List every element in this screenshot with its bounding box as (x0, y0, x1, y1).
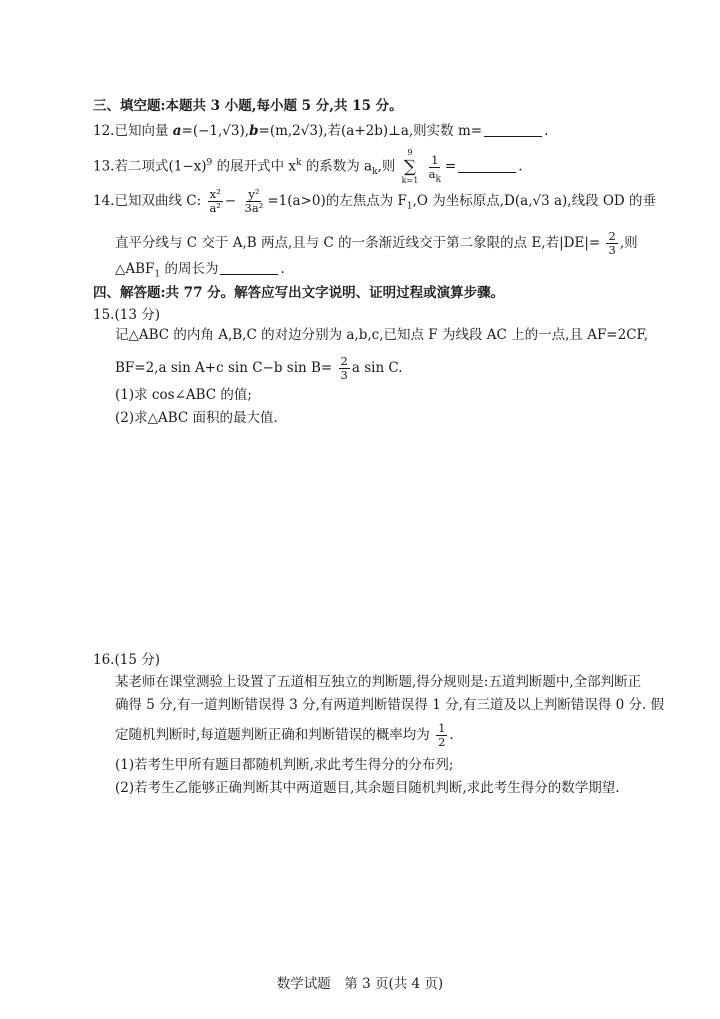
q14-text-1b: =1(a>0)的左焦点为 F (267, 193, 407, 209)
q16-text-3a: 定随机判断时,每道题判断正确和判断错误的概率均为 (115, 727, 430, 743)
q13-text-1: 若二项式(1−x) (114, 158, 207, 175)
q12-number: 12. (93, 123, 115, 139)
q14-text-2a: 直平分线与 C 交于 A,B 两点,且与 C 的一条渐近线交于第二象限的点 E,若|DE|= (115, 235, 601, 251)
q16-line-3 (115, 722, 454, 749)
question-13 (93, 148, 523, 186)
q14-text-1a: 已知双曲线 C: (114, 193, 202, 209)
question-12 (93, 122, 548, 140)
q16-line-2: 确得 5 分,有一道判断错误得 3 分,有两道判断错误得 1 分,有三道及以上判断错误得 0 分. 假 (115, 697, 665, 713)
q13-exponent: 9 (206, 158, 213, 168)
q16-frac-num: 1 (438, 721, 446, 735)
q12-end: . (544, 123, 549, 139)
q16-sub-1: (1)若考生甲所有题目都随机判断,求此考生得分的分布列; (115, 757, 454, 773)
q14-text-1c: ,O 为坐标原点,D(a,√3 a),线段 OD 的垂 (412, 193, 657, 209)
q13-sub-k: k (372, 167, 378, 178)
q12-text-2: =(−1,√3), (181, 123, 250, 139)
q14-answer-blank[interactable] (220, 274, 278, 275)
q15-text-2a: BF=2,a sin A+c sin C−b sin B= (115, 360, 333, 376)
page-footer: 数学试题 第 3 页(共 4 页) (276, 976, 444, 992)
q16-text-3b: . (449, 727, 454, 743)
q15-text-2b: a sin C. (351, 360, 403, 376)
q14-sub-1b: 1 (154, 269, 161, 280)
q14-f3-num: 2 (608, 229, 616, 243)
q14-minus: − (224, 193, 237, 209)
q15-frac-num: 2 (340, 354, 348, 368)
q13-fraction (427, 152, 443, 184)
q16-line-1: 某老师在课堂测验上设置了五道相互独立的判断题,得分规则是:五道判断题中,全部判断正 (115, 674, 642, 690)
q13-text-5: = (444, 158, 457, 175)
section4-heading: 四、解答题:共 77 分。解答应写出文字说明、证明过程或演算步骤。 (93, 285, 505, 301)
q14-f1-num: x² (209, 187, 221, 201)
q13-frac-num: 1 (431, 152, 439, 167)
q13-exponent-k: k (295, 158, 302, 168)
q15-line-2 (115, 355, 403, 382)
sigma-icon: ∑ (403, 157, 417, 177)
question-14-line-3 (115, 260, 285, 278)
q12-vector-a: a (172, 123, 182, 139)
section3-heading: 三、填空题:本题共 3 小题,每小题 5 分,共 15 分。 (93, 98, 403, 114)
q13-summation (402, 148, 419, 186)
q13-answer-blank[interactable] (458, 172, 516, 173)
q13-end: . (518, 158, 523, 175)
q15-header: 15.(13 分) (93, 307, 160, 323)
question-14-line-1 (93, 188, 656, 215)
q12-text-3: =(m,2√3),若(a+2b)⊥a,则实数 m= (258, 123, 483, 139)
q14-f1-den: a² (209, 201, 221, 215)
q15-sub-1: (1)求 cos∠ABC 的值; (115, 387, 252, 403)
q15-sub-2: (2)求△ABC 面积的最大值. (115, 410, 278, 426)
question-14-line-2 (115, 230, 638, 257)
q14-f2-num: y² (248, 187, 260, 201)
q14-text-3a: △ABF (115, 261, 155, 277)
q14-end: . (280, 261, 285, 277)
q13-text-2: 的展开式中 x (212, 158, 296, 175)
q12-answer-blank[interactable] (484, 136, 542, 137)
q12-text-1: 已知向量 (114, 123, 173, 139)
q14-text-3b: 的周长为 (160, 261, 219, 277)
q13-sum-upper: 9 (407, 148, 413, 157)
q13-sum-lower: k=1 (401, 176, 419, 185)
q13-frac-den: a (428, 166, 436, 181)
q16-fraction (436, 722, 447, 749)
q14-number: 14. (93, 193, 115, 209)
q14-text-2b: ,则 (619, 235, 638, 251)
q12-vector-b: b (249, 123, 259, 139)
q15-fraction (339, 355, 350, 382)
q14-sub-1: 1 (406, 201, 413, 212)
q16-header: 16.(15 分) (93, 652, 160, 668)
q13-text-4: ,则 (377, 158, 396, 175)
q13-number: 13. (93, 158, 115, 175)
q14-f3-den: 3 (608, 243, 616, 257)
q16-sub-2: (2)若考生乙能够正确判断其中两道题目,其余题目随机判断,求此考生得分的数学期望. (115, 780, 620, 796)
q15-frac-den: 3 (340, 368, 348, 382)
q16-frac-den: 2 (438, 735, 446, 749)
q14-fraction-y (243, 188, 266, 215)
q15-line-1: 记△ABC 的内角 A,B,C 的对边分别为 a,b,c,已知点 F 为线段 AC 上的一点,且 AF=2CF, (115, 327, 649, 343)
q14-fraction-x (207, 188, 222, 215)
q13-text-3: 的系数为 a (301, 158, 373, 175)
q14-fraction-de (606, 230, 617, 257)
q14-f2-den: 3a² (244, 201, 264, 215)
q13-frac-den-sub: k (435, 173, 441, 184)
